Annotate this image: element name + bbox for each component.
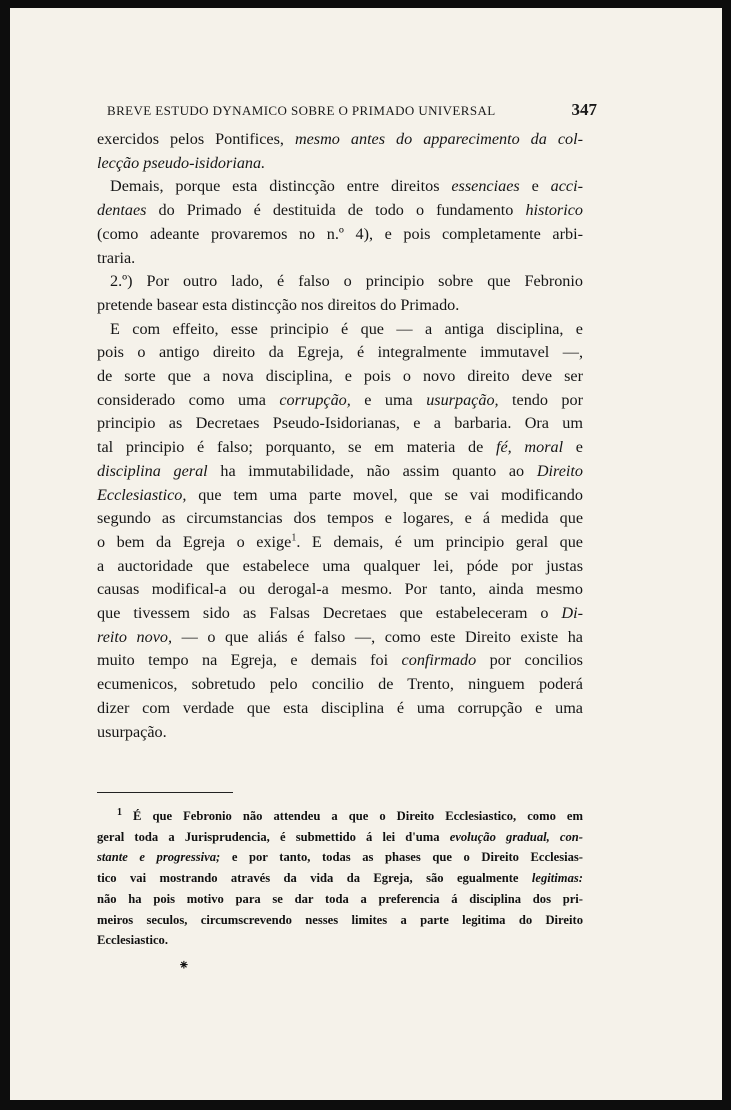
running-head: BREVE ESTUDO DYNAMICO SOBRE O PRIMADO UNIVERSAL [107, 103, 496, 118]
text-line: traria. [97, 248, 136, 267]
text-line: tal principio é falso; porquanto, se em materia de fé, moral e [97, 438, 583, 457]
text-line: E com effeito, esse principio é que — a antiga disciplina, e [110, 319, 583, 338]
text-line: segundo as circumstancias dos tempos e logares, e á medida que [97, 509, 583, 528]
text-line: exercidos pelos Pontifices, mesmo antes do apparecimento da col- [97, 130, 584, 148]
text-line: Ecclesiastico, que tem uma parte movel, que se vai modificando [97, 485, 583, 504]
text-line: Demais, porque esta distincção entre direitos essenciaes e acci- [110, 177, 583, 196]
footnote-line: não ha pois motivo para se dar toda a preferencia á disciplina dos pri- [97, 891, 583, 906]
text-line: ecumenicos, sobretudo pelo concilio de Trento, ninguem poderá [97, 675, 583, 694]
text-line: considerado como uma corrupção, e uma usurpação, tendo por [97, 390, 583, 409]
text-line: lecção pseudo-isidoriana. [97, 153, 266, 172]
footnote-number: 1 [117, 806, 122, 818]
text-line: dentaes do Primado é destituida de todo o fundamento historico [97, 201, 583, 220]
footnote-line: stante e progressiva; e por tanto, todas as phases que o Direito Ecclesias- [97, 850, 583, 865]
text-line: (como adeante provaremos no n.º 4), e pois completamente arbi- [97, 224, 583, 243]
text-line: de sorte que a nova disciplina, e pois o novo direito deve ser [97, 367, 583, 386]
footnote [97, 806, 583, 951]
text-line: usurpação. [97, 722, 167, 741]
page-number: 347 [571, 100, 597, 119]
text-line: 2.º) Por outro lado, é falso o principio sobre que Febronio [110, 272, 583, 291]
footnote-rule [97, 792, 233, 793]
text-line: pois o antigo direito da Egreja, é integralmente immutavel —, [97, 343, 583, 362]
text-line: o bem da Egreja o exige$^1$. E demais, é um principio geral que [97, 532, 583, 551]
text-line: que tivessem sido as Falsas Decretaes que estabeleceram o Di- [97, 604, 583, 623]
text-line: disciplina geral ha immutabilidade, não assim quanto ao Direito [97, 461, 583, 480]
text-line: causas modifical-a ou derogal-a mesmo. Por tanto, ainda mesmo [97, 580, 583, 599]
footnote-line: $^1$ É que Febronio não attendeu a que o Direito Ecclesiastico, como em [117, 806, 583, 823]
footnote-line: meiros seculos, circumscrevendo nesses limites a parte legitima do Direito [97, 912, 583, 927]
footnote-line: Ecclesiastico. [97, 933, 168, 948]
footnote-line: geral toda a Jurisprudencia, é submettido á lei d'uma evolução gradual, con- [97, 829, 583, 844]
text-line: dizer com verdade que esta disciplina é uma corrupção e uma [97, 698, 583, 717]
footnote-ref: 1 [291, 532, 297, 544]
text-line: a auctoridade que estabelece uma qualquer lei, póde por justas [97, 556, 583, 575]
printer-mark: ⁕ [178, 958, 190, 974]
text-line: principio as Decretaes Pseudo-Isidorianas, e a barbaria. Ora um [97, 414, 583, 433]
footnote-line: tico vai mostrando através da vida da Egreja, são egualmente legitimas: [97, 871, 583, 886]
text-line: pretende basear esta distincção nos direitos do Primado. [97, 295, 460, 314]
text-line: muito tempo na Egreja, e demais foi confirmado por concilios [97, 651, 583, 670]
body-text [97, 128, 583, 744]
text-line: reito novo, — o que aliás é falso —, como este Direito existe ha [97, 627, 583, 646]
